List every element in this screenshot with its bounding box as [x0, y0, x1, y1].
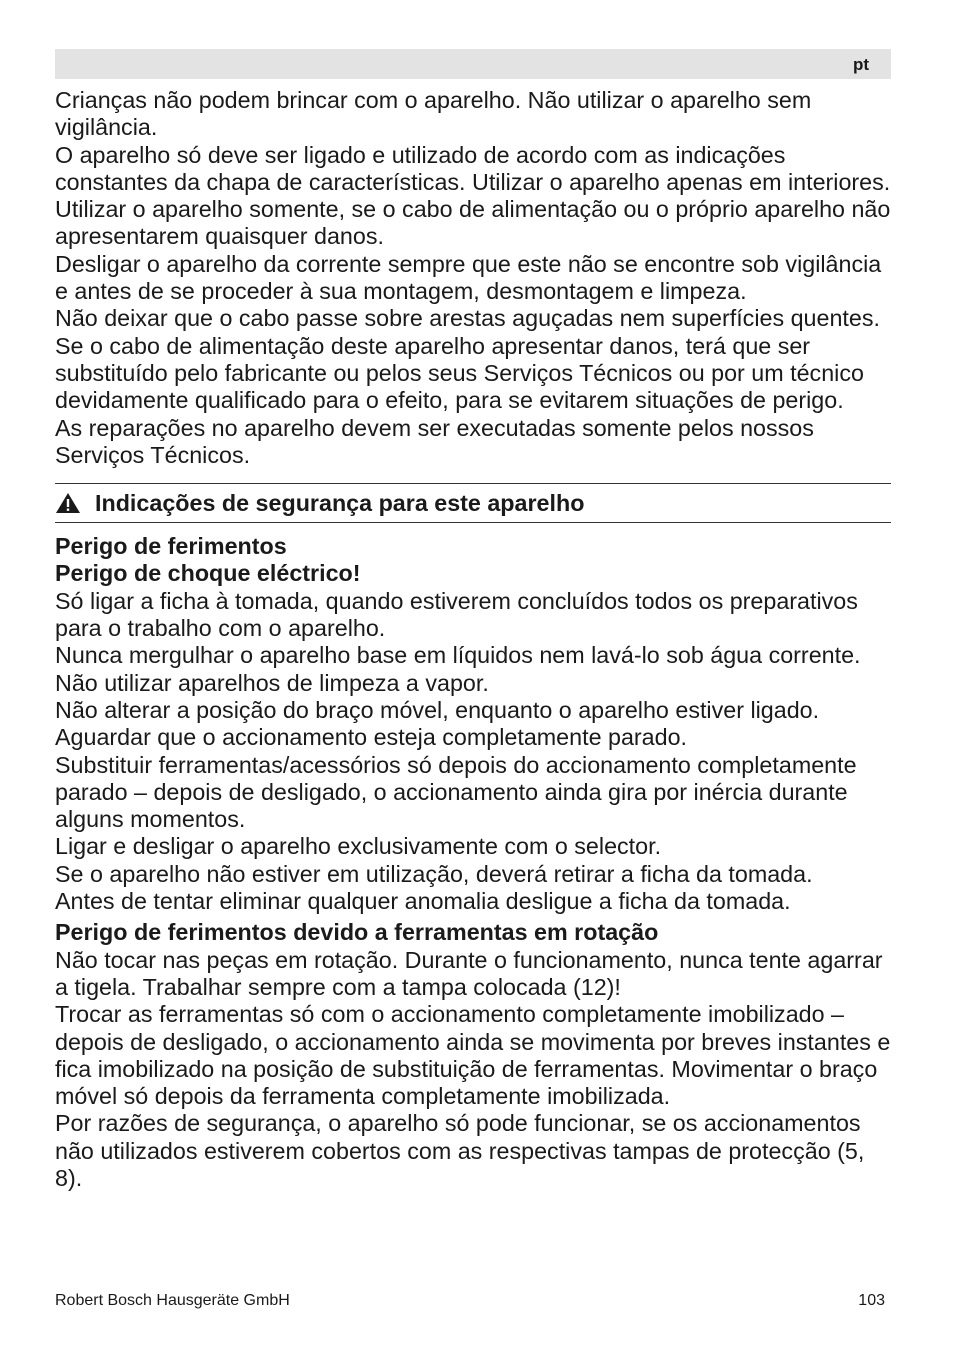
intro-paragraph: As reparações no aparelho devem ser executadas somente pelos nossos Serviços Técnicos. — [55, 414, 814, 468]
language-code: pt — [852, 55, 869, 74]
safety-paragraph: Ligar e desligar o aparelho exclusivamente com o selector. — [55, 833, 662, 860]
safety-section-header — [55, 483, 891, 523]
section-title: Indicações de segurança para este aparelho — [95, 489, 585, 516]
intro-paragraph: Crianças não podem brincar com o aparelho. Não utilizar o aparelho sem vigilância. — [55, 87, 812, 141]
safety-paragraph: Não alterar a posição do braço móvel, enquanto o aparelho estiver ligado. Aguardar que o accionamento esteja completamente parado. — [55, 696, 820, 751]
subheading-electric-shock: Perigo de choque eléctrico! — [55, 560, 361, 587]
safety-paragraph: Antes de tentar eliminar qualquer anomalia desligue a ficha da tomada. — [55, 888, 791, 915]
safety-paragraph: Não tocar nas peças em rotação. Durante o funcionamento, nunca tente agarrar a tigela. Trabalhar sempre com a tampa colocada (12)! — [55, 946, 883, 1000]
page-content — [55, 87, 891, 1192]
subheading-injury: Perigo de ferimentos — [55, 533, 287, 560]
footer-company: Robert Bosch Hausgeräte GmbH — [55, 1292, 290, 1309]
language-bar — [55, 49, 891, 79]
subheading-rotating-tools: Perigo de ferimentos devido a ferramentas em rotação — [55, 919, 659, 946]
warning-triangle-icon — [55, 492, 81, 514]
page-number: 103 — [858, 1292, 885, 1309]
safety-paragraph: Só ligar a ficha à tomada, quando estiverem concluídos todos os preparativos para o trabalho com o aparelho. — [55, 587, 858, 642]
intro-paragraph: O aparelho só deve ser ligado e utilizado de acordo com as indicações constantes da chapa de características. Utilizar o aparelho apenas em interiores. Utilizar o aparelho somente, se o cabo de alimentação ou o próprio aparelho não apresentarem quaisquer danos. — [55, 141, 891, 250]
safety-paragraph: Por razões de segurança, o aparelho só pode funcionar, se os accionamentos não utilizados estiverem cobertos com as respectivas tampas de protecção (5, 8). — [55, 1110, 865, 1191]
safety-paragraph: Nunca mergulhar o aparelho base em líquidos nem lavá-lo sob água corrente. Não utilizar aparelhos de limpeza a vapor. — [55, 642, 861, 696]
safety-paragraph: Substituir ferramentas/acessórios só depois do accionamento completamente parado – depois de desligado, o accionamento ainda gira por inércia durante alguns momentos. — [55, 751, 857, 833]
safety-paragraph: Trocar as ferramentas só com o accionamento completamente imobilizado – depois de desligado, o accionamento ainda se movimenta por breves instantes e fica imobilizado na posição de substituição de ferramentas. Movimentar o braço móvel só depois da ferramenta completamente imobilizada. — [55, 1001, 891, 1110]
safety-paragraph: Se o aparelho não estiver em utilização, deverá retirar a ficha da tomada. — [55, 860, 813, 887]
intro-paragraph: Não deixar que o cabo passe sobre arestas aguçadas nem superfícies quentes. Se o cabo de alimentação deste aparelho apresentar danos, terá que ser substituído pelo fabricante ou pelos seus Serviços Técnicos ou por um técnico devidamente qualificado para o efeito, para se evitarem situações de perigo. — [55, 305, 880, 414]
page-footer — [55, 1292, 885, 1310]
intro-paragraph: Desligar o aparelho da corrente sempre que este não se encontre sob vigilância e antes de se proceder à sua montagem, desmontagem e limpeza. — [55, 250, 882, 305]
